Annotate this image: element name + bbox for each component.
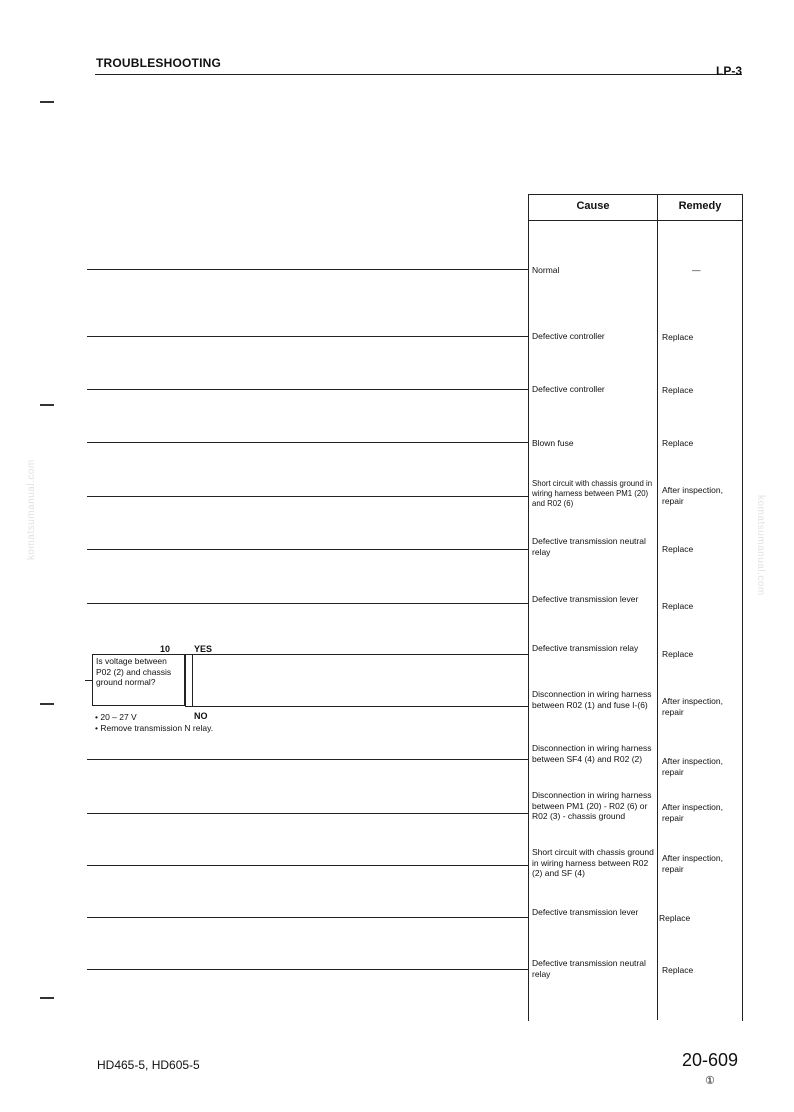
question-notes xyxy=(95,712,213,733)
watermark-right: komatsumanual.com xyxy=(755,495,766,596)
branch-line xyxy=(87,969,529,970)
branch-line xyxy=(87,336,529,337)
cause-cell: Defective transmission neutral relay xyxy=(532,536,646,557)
margin-mark xyxy=(40,703,54,705)
cause-column-header: Cause xyxy=(576,200,610,212)
remedy-cell: After inspection, repair xyxy=(662,853,723,874)
margin-mark xyxy=(40,997,54,999)
procedure-code: LP-3 xyxy=(715,64,742,78)
question-number: 10 xyxy=(160,644,171,654)
cause-cell: Defective transmission relay xyxy=(532,643,639,653)
branch-line xyxy=(87,389,529,390)
margin-mark xyxy=(40,101,54,103)
margin-mark xyxy=(40,404,54,406)
no-label: NO xyxy=(194,711,208,721)
watermark-left: komatsumanual.com xyxy=(26,459,37,560)
revision-mark: ① xyxy=(705,1075,715,1087)
branch-line xyxy=(87,865,529,866)
cause-cell: Short circuit with chassis ground in wiring harness between PM1 (20) and R02 (6) xyxy=(532,479,653,508)
cause-cell: Defective transmission neutral relay xyxy=(532,958,646,979)
table-header-rule xyxy=(528,220,743,221)
section-title: TROUBLESHOOTING xyxy=(96,56,221,70)
table-column-divider xyxy=(657,194,658,1020)
remedy-cell: Replace xyxy=(662,649,694,659)
remedy-cell: Replace xyxy=(662,438,694,448)
remedy-cell: After inspection, repair xyxy=(662,485,723,506)
cause-cell: Short circuit with chassis ground in wiring harness between R02 (2) and SF (4) xyxy=(532,847,654,878)
remedy-cell: Replace xyxy=(662,965,694,975)
model-numbers: HD465-5, HD605-5 xyxy=(97,1058,200,1072)
remedy-column-header: Remedy xyxy=(678,200,722,212)
cause-cell: Normal xyxy=(532,265,560,275)
remedy-cell: Replace xyxy=(662,385,694,395)
cause-cell: Defective transmission lever xyxy=(532,594,639,604)
cause-cell: Defective transmission lever xyxy=(532,907,639,917)
note-remove-relay: • Remove transmission N relay. xyxy=(95,722,214,733)
note-voltage: • 20 – 27 V xyxy=(95,712,137,722)
remedy-cell: After inspection, repair xyxy=(662,756,723,777)
question-box: Is voltage between P02 (2) and chassis ground normal? xyxy=(92,654,185,706)
remedy-cell: — xyxy=(692,265,701,275)
cause-cell: Defective controller xyxy=(532,384,605,394)
page-number: 20-609 xyxy=(682,1050,739,1070)
header-rule xyxy=(95,74,742,75)
branch-line xyxy=(87,442,529,443)
question-branch-stem xyxy=(185,654,186,707)
cause-cell: Disconnection in wiring harness between R02 (1) and fuse I-(6) xyxy=(532,689,652,710)
remedy-cell: After inspection, repair xyxy=(662,696,723,717)
branch-line xyxy=(87,269,529,270)
remedy-cell: After inspection, repair xyxy=(662,802,723,823)
branch-connector xyxy=(192,654,193,707)
no-branch-line xyxy=(192,706,529,707)
branch-line xyxy=(87,917,529,918)
cause-cell: Blown fuse xyxy=(532,438,574,448)
yes-label: YES xyxy=(194,644,213,654)
branch-line xyxy=(87,496,529,497)
remedy-cell: Replace xyxy=(662,332,694,342)
cause-cell: Disconnection in wiring harness between SF4 (4) and R02 (2) xyxy=(532,743,652,764)
question-input-line xyxy=(85,680,92,681)
cause-cell: Disconnection in wiring harness between PM1 (20) - R02 (6) or R02 (3) - chassis ground xyxy=(532,790,652,821)
yes-branch-line xyxy=(192,654,529,655)
branch-line xyxy=(87,549,529,550)
remedy-cell: Replace xyxy=(662,544,694,554)
branch-line xyxy=(87,603,529,604)
cause-cell: Defective controller xyxy=(532,331,605,341)
remedy-cell: Replace xyxy=(662,601,694,611)
branch-line xyxy=(87,759,529,760)
branch-line xyxy=(87,813,529,814)
remedy-cell: Replace xyxy=(659,913,691,923)
